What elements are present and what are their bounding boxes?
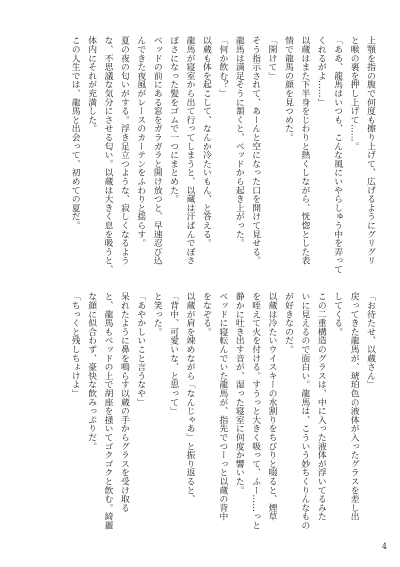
text-line: 「ちっくと残しちょけよ」 — [69, 292, 80, 398]
text-line: 戻ってきた龍馬が、琥珀色の液体が入ったグラスを差し出 — [348, 292, 359, 521]
text-line: と笑った。 — [151, 292, 162, 336]
text-line: 夏の夜の匂いがする。浮き足立つような、寂しくなるよう — [118, 36, 129, 265]
upper-text-block — [66, 36, 378, 276]
text-line: 体内にそれが充満した。 — [86, 36, 97, 133]
lower-text-block — [66, 292, 378, 532]
text-line: 以蔵が肩を竦めながら「なんじゃあ」と振り返ると、 — [184, 292, 195, 504]
text-line: 「何か飲む？」 — [217, 36, 228, 98]
text-line: 上顎を指の腹で何度も擦り上げて、広げるようにグリグリ — [365, 36, 375, 265]
text-line: そう指示されて、あーんと空になった口を開けて見せる。 — [250, 36, 261, 265]
text-line: くれるがよ……」 — [315, 36, 326, 107]
text-line: な、不思議な気分にさせる匂い。以蔵は大きく息を吸うと、 — [102, 36, 113, 274]
text-line: してくる。 — [332, 292, 343, 336]
text-line: 「ああ、龍馬はいつも、こんな風にいやらしゅう中を弄って — [332, 36, 343, 274]
text-line: この人生では、龍馬と出会って、初めての夏だ。 — [69, 36, 80, 230]
text-line: 「あやかしいこと言うなや」 — [135, 292, 146, 407]
text-line: 以蔵はまた下半身をじわりと熱くしながら、恍惚とした表 — [299, 36, 310, 265]
text-line: 龍馬は満足そうに頷くと、ベッドから起き上がった。 — [233, 36, 244, 248]
text-line: をなぞる。 — [200, 292, 211, 336]
text-line: ぼさになった髪をゴムで一つにまとめた。 — [168, 36, 179, 204]
text-line: 龍馬が寝室から出て行ってしまうと、以蔵は汗ばんでぼさ — [184, 36, 195, 265]
text-line: と、龍馬もベッドの上で胡座を掻いてゴクゴクと飲む。綺麗 — [102, 292, 113, 530]
text-line: が好きなのだ。 — [282, 292, 293, 354]
text-line: 静かに吐き出す音が、湿った寝室に何度か響いた。 — [233, 292, 244, 495]
text-line: ベッドに寝転んでいた龍馬が、指先でつーっと以蔵の背中 — [217, 292, 228, 521]
text-line: な顔に似合わず、豪快な飲みっぷりだ。 — [86, 292, 97, 451]
text-line: この二重構造のグラスは、中に入った液体が浮いてるみた — [315, 292, 326, 521]
text-line: 「背中、可愛いな、と思って」 — [168, 292, 179, 416]
text-line: を咥えて火を付ける。すうっと大きく吸って、ふー……っと — [250, 292, 261, 530]
text-line: ベッドの前にある窓をガラガラと開け放つと、早速忍び込 — [151, 36, 162, 265]
text-line: 情で龍馬の顔を見つめた。 — [282, 36, 293, 142]
text-line: 以蔵も体を起こして、なんか冷たいもん、と答える。 — [200, 36, 211, 248]
text-line: いに見えるので面白い。龍馬は、こういう妙ちくりんなもの — [299, 292, 310, 530]
page-number: 4 — [381, 542, 387, 551]
text-line: 呆れたように鼻を鳴らす以蔵の手からグラスを受け取る — [118, 292, 129, 512]
text-line: んできた夜風がレースのカーテンをふわりと揺らす。 — [135, 36, 146, 248]
text-line: 「お待たせ、以蔵さん」 — [365, 292, 375, 389]
text-line: と喉の裏を押し上げて……。 — [348, 36, 359, 151]
text-line: 「開けて」 — [266, 36, 277, 80]
text-line: 以蔵は冷たいウイスキーの水割りをちびりと啜ると、煙草 — [266, 292, 277, 521]
